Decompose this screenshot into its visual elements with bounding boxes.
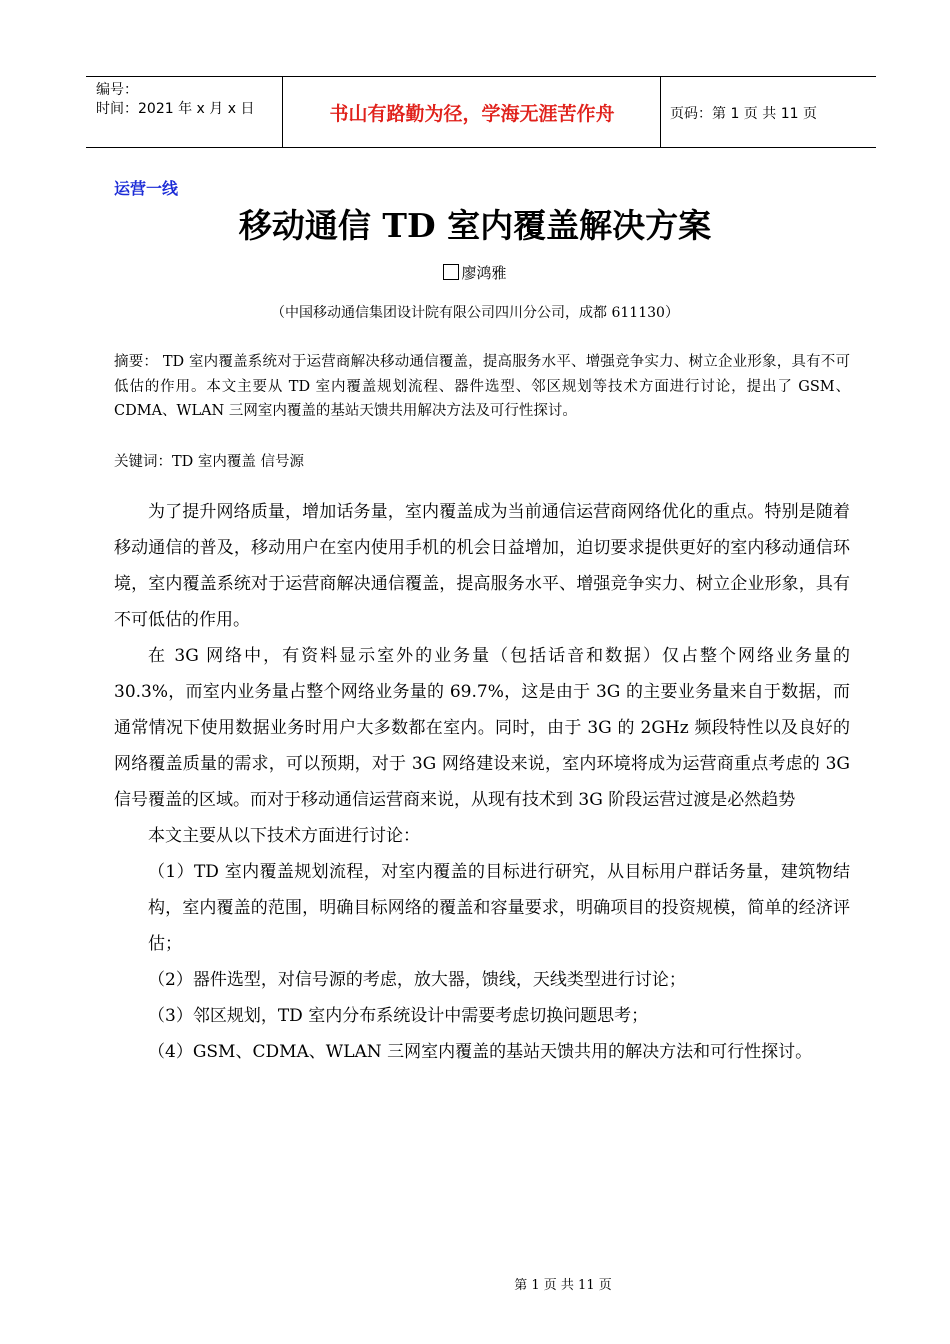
footer-page-number: 第 1 页 共 11 页 <box>514 1278 612 1293</box>
list-item: （1）TD 室内覆盖规划流程，对室内覆盖的目标进行研究，从目标用户群话务量，建筑物结构，室内覆盖的范围，明确目标网络的覆盖和容量要求，明确项目的投资规模，简单的经济评估； <box>148 862 850 954</box>
column-label: 运营一线 <box>114 179 179 198</box>
header-page-number: 页码：第 1 页 共 11 页 <box>670 106 817 122</box>
header-motto: 书山有路勤为径，学海无涯苦作舟 <box>329 103 615 125</box>
paragraph: 本文主要从以下技术方面进行讨论： <box>148 826 420 846</box>
header-divider <box>282 77 283 147</box>
author-name: 廖鸿雅 <box>461 264 507 282</box>
article-title: 移动通信 TD 室内覆盖解决方案 <box>238 206 712 245</box>
list-item: （2）器件选型，对信号源的考虑，放大器，馈线，天线类型进行讨论； <box>148 970 686 990</box>
article-body <box>114 494 850 1070</box>
header-number: 编号： <box>96 82 138 98</box>
list-item: （4）GSM、CDMA、WLAN 三网室内覆盖的基站天馈共用的解决方法和可行性探讨。 <box>148 1042 813 1062</box>
keywords: 关键词：TD 室内覆盖 信号源 <box>114 454 305 470</box>
header-divider <box>660 77 661 147</box>
header-time: 时间：2021 年 x 月 x 日 <box>96 101 255 117</box>
header-meta <box>96 81 254 119</box>
affiliation: （中国移动通信集团设计院有限公司四川分公司，成都 611130） <box>271 305 679 321</box>
document-header <box>86 76 876 148</box>
abstract: 摘要： TD 室内覆盖系统对于运营商解决移动通信覆盖，提高服务水平、增强竞争实力、树立企业形象，具有不可低估的作用。本文主要从 TD 室内覆盖规划流程、器件选型、邻区规划等技术方面进行讨论，提出了 GSM、CDMA、WLAN 三网室内覆盖的基站天馈共用解决方法及可行性探讨。 <box>114 354 850 419</box>
author-line <box>0 262 950 283</box>
page-footer <box>0 1274 950 1293</box>
list-item: （3）邻区规划，TD 室内分布系统设计中需要考虑切换问题思考； <box>148 1006 649 1026</box>
author-box-icon <box>443 264 459 280</box>
paragraph: 为了提升网络质量，增加话务量，室内覆盖成为当前通信运营商网络优化的重点。特别是随着移动通信的普及，移动用户在室内使用手机的机会日益增加，迫切要求提供更好的室内移动通信环境，室内覆盖系统对于运营商解决通信覆盖，提高服务水平、增强竞争实力、树立企业形象，具有不可低估的作用。 <box>114 502 850 630</box>
paragraph: 在 3G 网络中，有资料显示室外的业务量（包括话音和数据）仅占整个网络业务量的 30.3%，而室内业务量占整个网络业务量的 69.7%，这是由于 3G 的主要业务量来自于数据，而通常情况下使用数据业务时用户大多数都在室内。同时，由于 3G 的 2GHz 频段特性以及良好的网络覆盖质量的需求，可以预期，对于 3G 网络建设来说，室内环境将成为运营商重点考虑的 3G 信号覆盖的区域。而对于移动通信运营商来说，从现有技术到 3G 阶段运营过渡是必然趋势 <box>114 646 850 810</box>
